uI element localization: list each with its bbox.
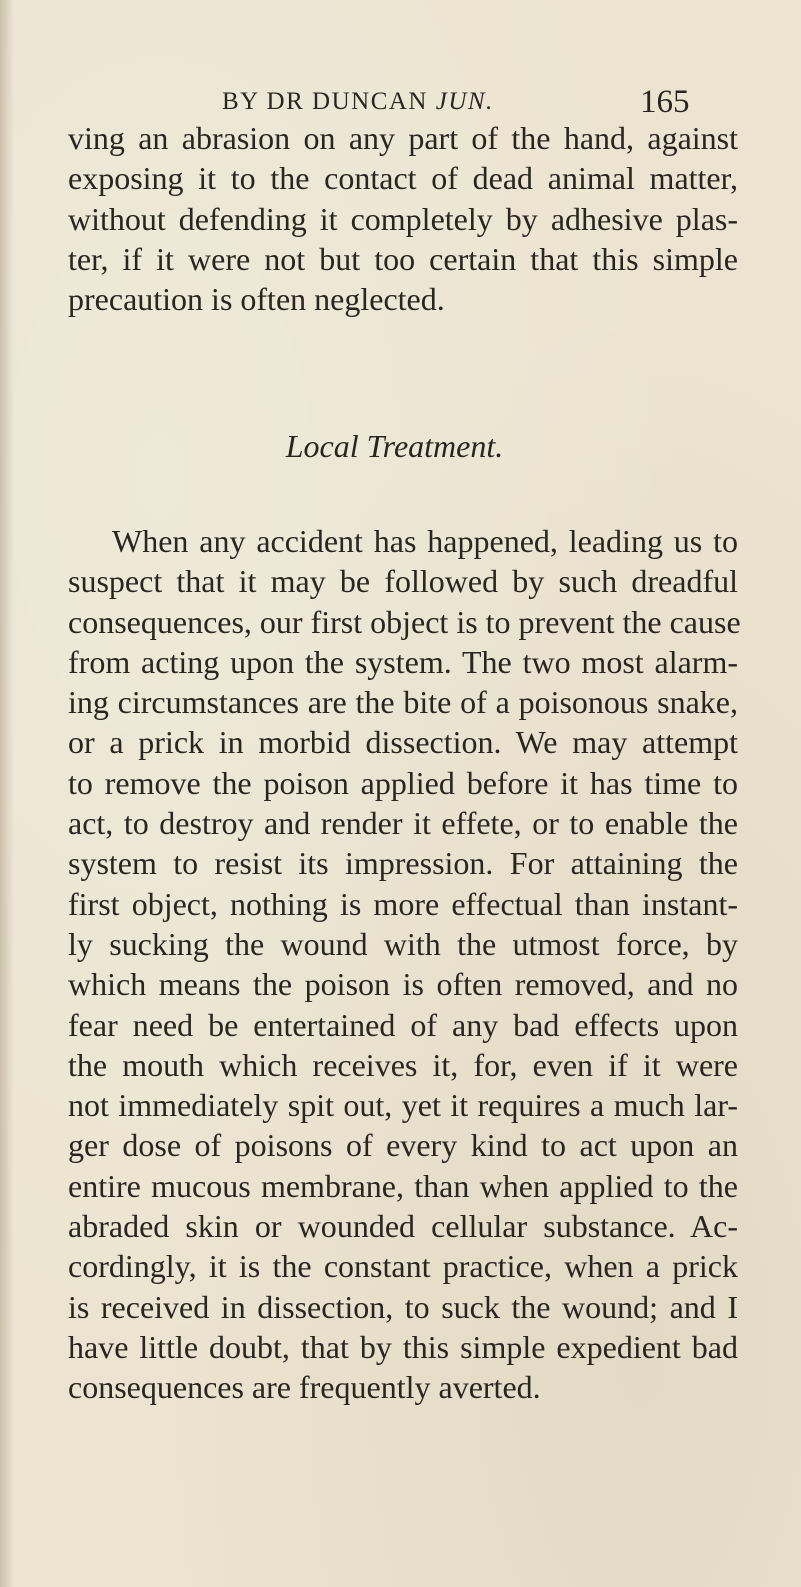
text-line: consequences are frequently averted. — [68, 1369, 541, 1406]
text-line: which means the poison is often removed, and no — [68, 966, 738, 1003]
text-line: or a prick in morbid dissection. We may attempt — [68, 724, 738, 761]
text-line: consequences, our first object is to prevent the cause — [68, 603, 741, 640]
paragraph-continued — [68, 118, 738, 319]
section-heading — [0, 428, 801, 465]
text-line: abraded skin or wounded cellular substance. Ac- — [68, 1208, 738, 1245]
text-line: precaution is often neglected. — [68, 281, 445, 318]
page-gutter-shadow — [0, 0, 14, 1587]
text-line: ly sucking the wound with the utmost force, by — [68, 925, 738, 962]
text-line: entire mucous membrane, than when applied to the — [68, 1167, 738, 1204]
running-title — [222, 88, 494, 116]
text-line: ving an abrasion on any part of the hand, against — [68, 120, 738, 156]
text-line: cordingly, it is the constant practice, when a prick — [68, 1248, 738, 1285]
text-line: fear need be entertained of any bad effects upon — [68, 1006, 738, 1043]
page-number: 165 — [640, 84, 690, 120]
text-line: ing circumstances are the bite of a poisonous snake, — [68, 684, 738, 721]
text-line: the mouth which receives it, for, even if it were — [68, 1046, 738, 1083]
text-line: ter, if it were not but too certain that this simple — [68, 240, 738, 277]
paragraph-local-treatment — [68, 521, 741, 1408]
section-heading-text: Local Treatment. — [285, 428, 504, 464]
text-line: system to resist its impression. For attaining the — [68, 845, 738, 882]
text-line: When any accident has happened, leading us to — [112, 523, 738, 559]
text-line: to remove the poison applied before it has time to — [68, 764, 738, 801]
text-line: exposing it to the contact of dead animal matter, — [68, 160, 738, 197]
text-line: suspect that it may be followed by such dreadful — [68, 563, 738, 600]
text-line: first object, nothing is more effectual than instant- — [68, 885, 738, 922]
text-line: from acting upon the system. The two most alarm- — [68, 643, 738, 680]
text-line: have little doubt, that by this simple expedient bad — [68, 1328, 738, 1365]
running-title-text: BY DR DUNCAN — [222, 88, 436, 115]
text-line: not immediately spit out, yet it requires a much lar- — [68, 1087, 738, 1124]
text-line: act, to destroy and render it effete, or to enable the — [68, 805, 738, 842]
running-title-suffix: JUN. — [435, 88, 494, 115]
text-line: is received in dissection, to suck the wound; and I — [68, 1288, 738, 1325]
text-line: ger dose of poisons of every kind to act upon an — [68, 1127, 738, 1164]
text-line: without defending it completely by adhesive plas- — [68, 200, 738, 237]
